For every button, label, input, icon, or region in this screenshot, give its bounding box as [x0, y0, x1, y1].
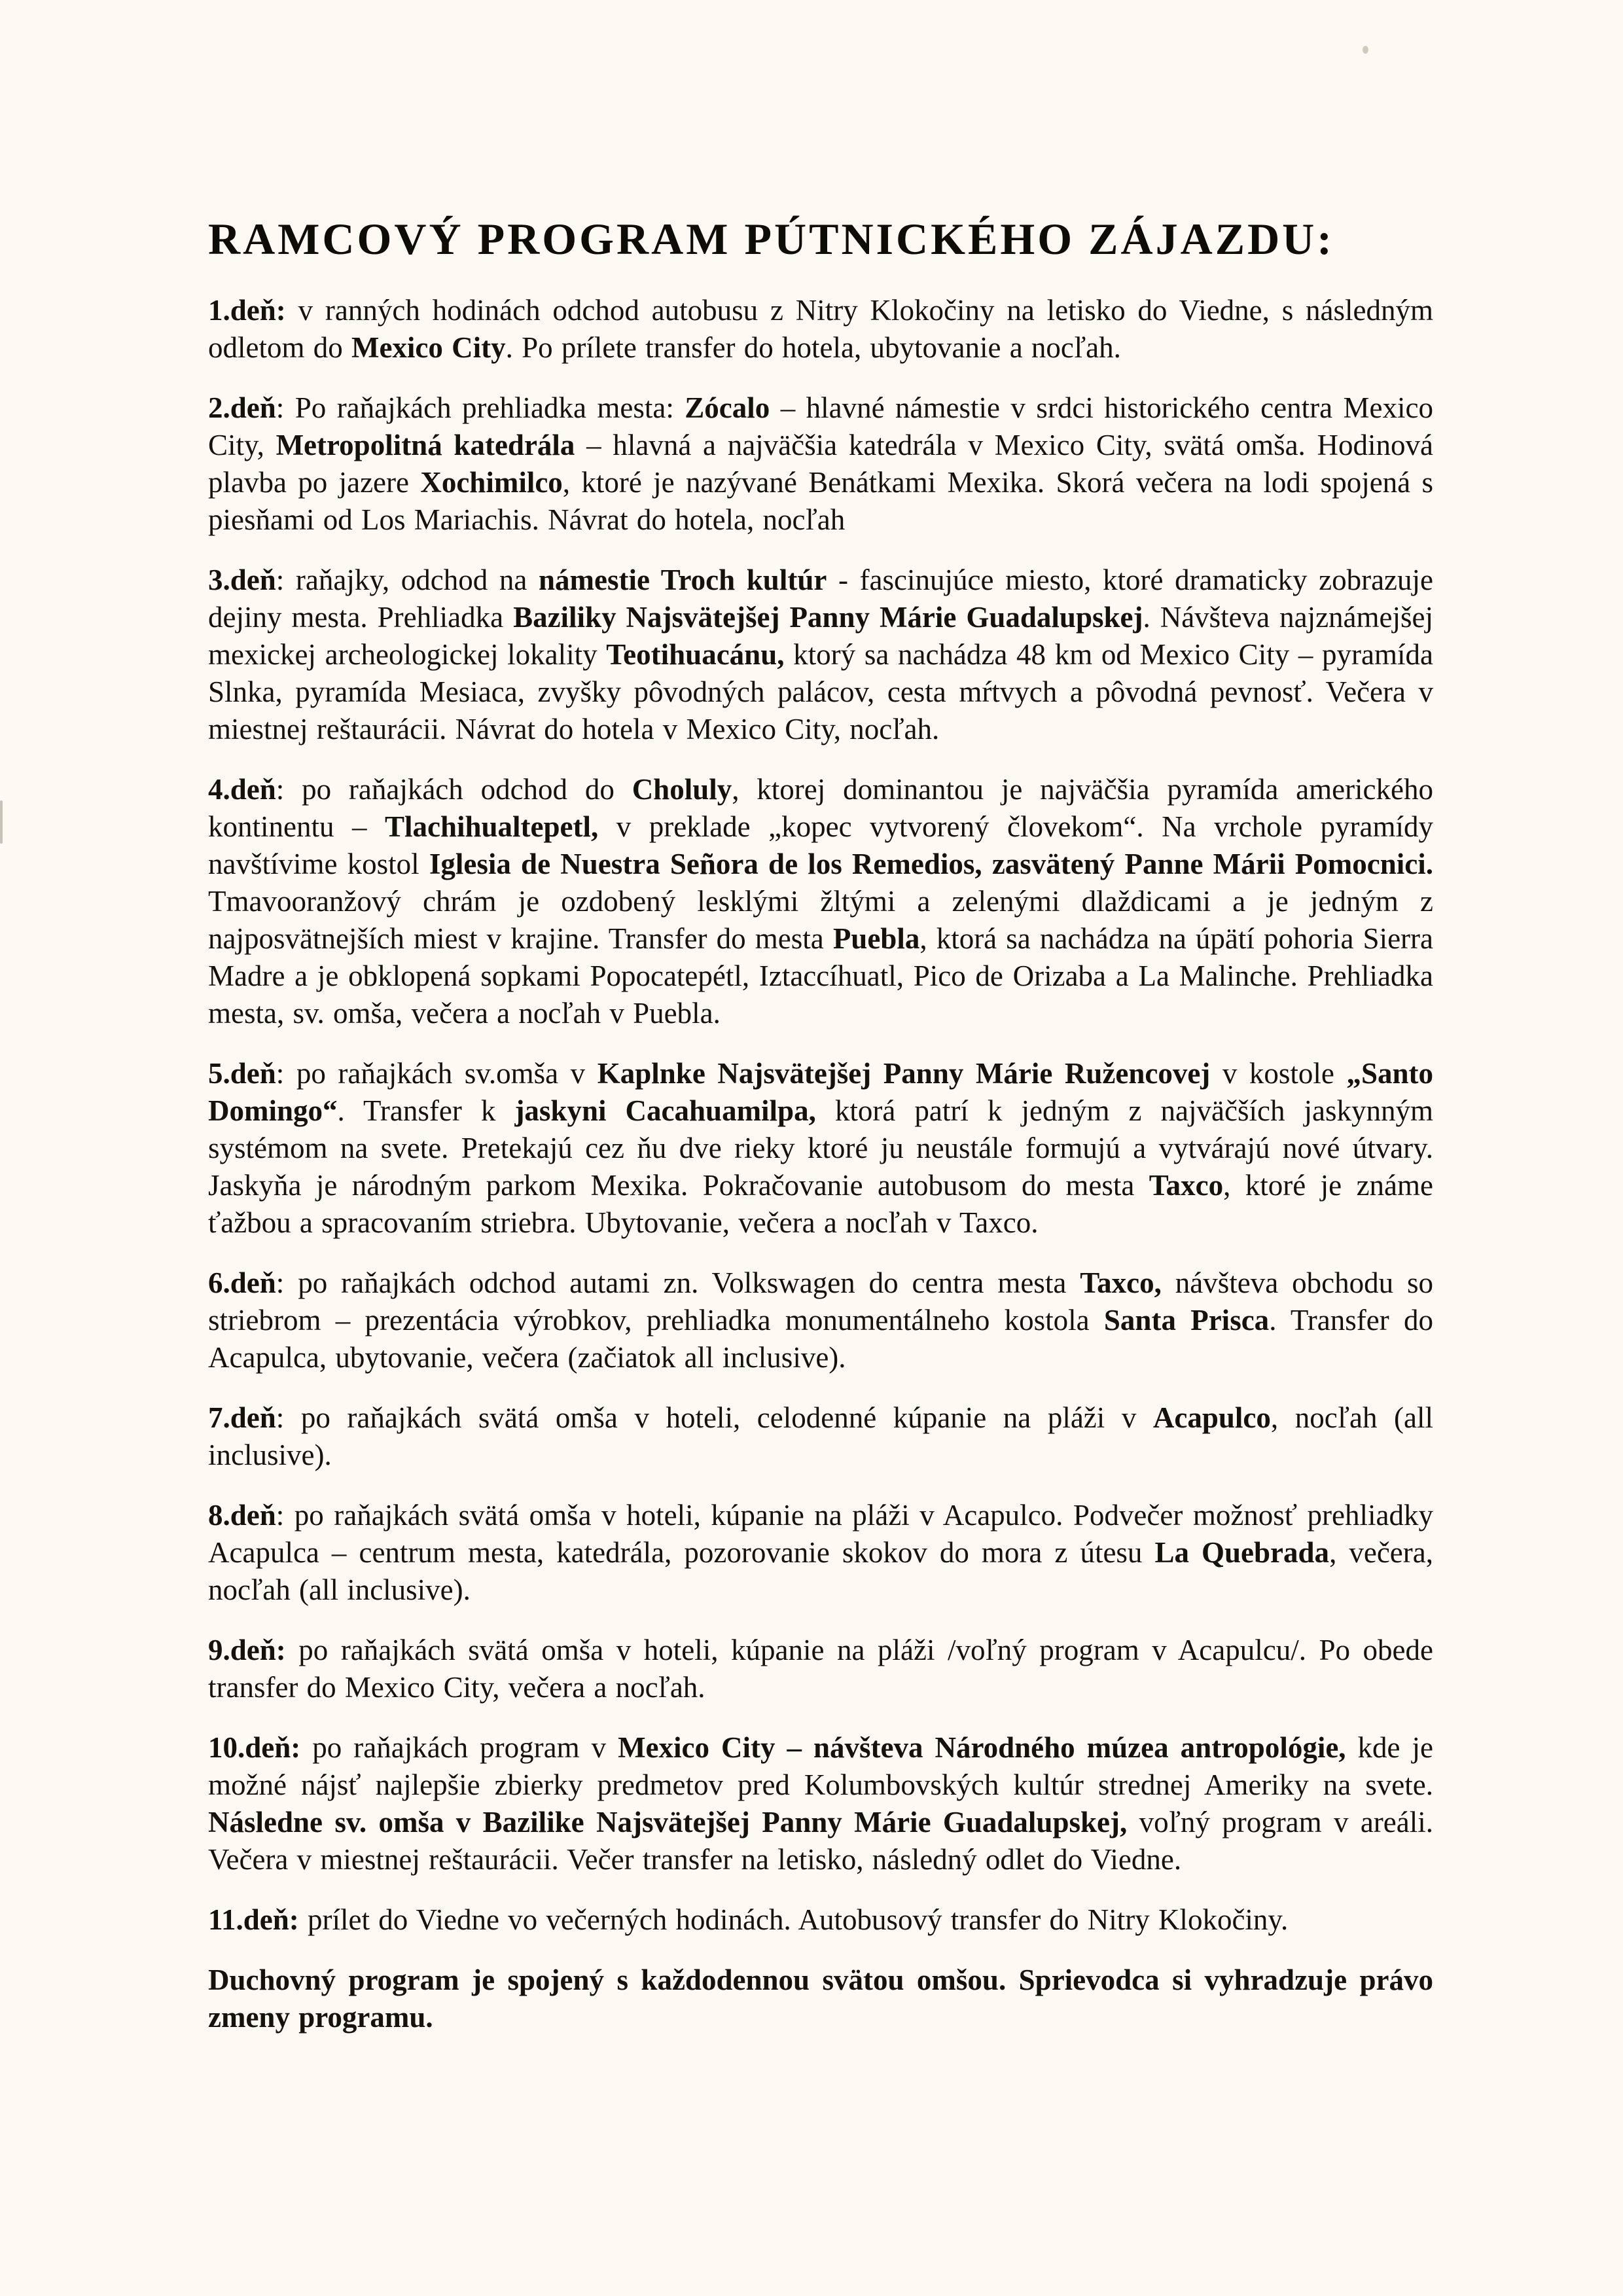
paragraph — [208, 1265, 1433, 1376]
bold-text-segment: Tlachihualtepetl, — [384, 810, 599, 843]
bold-text-segment: 9.deň: — [208, 1634, 286, 1666]
text-segment: po raňajkách program v — [300, 1731, 618, 1764]
bold-text-segment: 7.deň — [208, 1401, 276, 1434]
bold-text-segment: 5.deň — [208, 1057, 276, 1090]
bold-text-segment: Choluly — [632, 773, 732, 806]
bold-text-segment: 6.deň — [208, 1266, 276, 1299]
text-segment: . Po prílete transfer do hotela, ubytovanie a nocľah. — [505, 331, 1121, 364]
text-segment: ktorá patrí k jedným z najväčších jaskynným systémom na svete. Pretekajú cez ňu dve rieky ktoré ju neustále formujú a vytvárajú nové útvary. Jaskyňa je národným parkom Mexika. Pokračovanie autobusom do mesta — [208, 1094, 1433, 1202]
bold-text-segment: Kaplnke Najsvätejšej Panny Márie Ružencovej — [597, 1057, 1211, 1090]
bold-text-segment: Teotihuacánu, — [606, 638, 785, 671]
bold-text-segment: Zócalo — [685, 391, 770, 424]
text-segment: : Po raňajkách prehliadka mesta: — [276, 391, 685, 424]
bold-text-segment: Baziliky Najsvätejšej Panny Márie Guadalupskej — [513, 601, 1143, 634]
text-segment: voľný program v areáli. Večera v miestnej reštaurácii. Večer transfer na letisko, následný odlet do Viedne. — [208, 1806, 1433, 1876]
text-segment: – hlavná a najväčšia katedrála v Mexico City, svätá omša. Hodinová plavba po jazere — [208, 429, 1433, 499]
bold-text-segment: Mexico City – návšteva Národného múzea antropológie, — [618, 1731, 1346, 1764]
text-segment: . Transfer k — [337, 1094, 515, 1127]
scan-speck-artifact — [1363, 46, 1368, 54]
bold-text-segment: 10.deň: — [208, 1731, 301, 1764]
bold-text-segment: Duchovný program je spojený s každodennou svätou omšou. Sprievodca si vyhradzuje právo zmeny programu. — [208, 1964, 1433, 2034]
paragraph — [208, 1962, 1433, 2036]
paragraph — [208, 1399, 1433, 1474]
bold-text-segment: Následne sv. omša v Bazilike Najsvätejšej Panny Márie Guadalupskej, — [208, 1806, 1128, 1839]
bold-text-segment: Puebla — [832, 922, 920, 955]
bold-text-segment: Santa Prisca — [1103, 1304, 1270, 1336]
text-segment: – hlavné námestie v srdci historického centra Mexico City, — [208, 391, 1433, 461]
bold-text-segment: 1.deň: — [208, 294, 286, 327]
text-segment: kde je možné nájsť najlepšie zbierky predmetov pred Kolumbovských kultúr strednej Ameriky na svete. — [208, 1731, 1434, 1801]
text-segment: , večera, nocľah (all inclusive). — [208, 1536, 1433, 1606]
paragraph — [208, 771, 1433, 1032]
text-segment: . Návšteva najznámejšej mexickej archeologickej lokality — [208, 601, 1433, 671]
text-segment: : raňajky, odchod na — [276, 564, 539, 596]
paragraph — [208, 389, 1433, 539]
text-segment: . Transfer do Acapulca, ubytovanie, večera (začiatok all inclusive). — [208, 1304, 1434, 1374]
text-segment: v ranných hodinách odchod autobusu z Nitry Klokočiny na letisko do Viedne, s následným odletom do — [208, 294, 1433, 364]
bold-text-segment: Mexico City — [351, 331, 506, 364]
bold-text-segment: La Quebrada — [1154, 1536, 1330, 1569]
bold-text-segment: Taxco, — [1080, 1266, 1162, 1299]
text-segment: : po raňajkách odchod autami zn. Volkswagen do centra mesta — [276, 1266, 1080, 1299]
bold-text-segment: námestie Troch kultúr — [539, 564, 827, 596]
bold-text-segment: Taxco — [1149, 1169, 1224, 1202]
page-title: RAMCOVÝ PROGRAM PÚTNICKÉHO ZÁJAZDU: — [208, 214, 1334, 264]
scan-edge-artifact — [0, 800, 3, 844]
text-segment: , nocľah (all inclusive). — [208, 1401, 1433, 1471]
bold-text-segment: jaskyni Cacahuamilpa, — [514, 1094, 816, 1127]
text-segment: , ktoré je známe ťažbou a spracovaním striebra. Ubytovanie, večera a nocľah v Taxco. — [208, 1169, 1433, 1239]
text-segment: prílet do Viedne vo večerných hodinách. Autobusový transfer do Nitry Klokočiny. — [298, 1903, 1289, 1936]
bold-text-segment: 4.deň — [208, 773, 276, 806]
paragraph — [208, 1632, 1433, 1706]
text-segment: , ktorá sa nachádza na úpätí pohoria Sierra Madre a je obklopená sopkami Popocatepétl, Iztaccíhuatl, Pico de Orizaba a La Malinche. Prehliadka mesta, sv. omša, večera a nocľah v Puebla. — [208, 922, 1433, 1030]
paragraph — [208, 1901, 1433, 1939]
document-body — [208, 292, 1433, 2059]
text-segment: v kostole — [1210, 1057, 1347, 1090]
bold-text-segment: Metropolitná katedrála — [276, 429, 575, 461]
paragraph — [208, 292, 1433, 367]
bold-text-segment: 11.deň: — [208, 1903, 299, 1936]
text-segment: : po raňajkách svätá omša v hoteli, kúpanie na pláži v Acapulco. Podvečer možnosť prehliadky Acapulca – centrum mesta, katedrála, pozorovanie skokov do mora z útesu — [208, 1499, 1433, 1569]
text-segment: : po raňajkách sv.omša v — [276, 1057, 597, 1090]
text-segment: : po raňajkách svätá omša v hoteli, celodenné kúpanie na pláži v — [276, 1401, 1153, 1434]
text-segment: , ktoré je nazývané Benátkami Mexika. Skorá večera na lodi spojená s piesňami od Los Mariachis. Návrat do hotela, nocľah — [208, 466, 1433, 536]
paragraph — [208, 562, 1433, 748]
text-segment: návšteva obchodu so striebrom – prezentácia výrobkov, prehliadka monumentálneho kostola — [208, 1266, 1434, 1336]
bold-text-segment: Acapulco — [1152, 1401, 1271, 1434]
bold-text-segment: 3.deň — [208, 564, 276, 596]
bold-text-segment: „Santo Domingo“ — [208, 1057, 1433, 1127]
bold-text-segment: Xochimilco — [420, 466, 563, 499]
text-segment: po raňajkách svätá omša v hoteli, kúpanie na pláži /voľný program v Acapulcu/. Po obede transfer do Mexico City, večera a nocľah. — [208, 1634, 1433, 1704]
text-segment: , ktorej dominantou je najväčšia pyramída amerického kontinentu – — [208, 773, 1433, 843]
text-segment: v preklade „kopec vytvorený človekom“. Na vrchole pyramídy navštívime kostol — [208, 810, 1433, 880]
paragraph — [208, 1055, 1433, 1242]
bold-text-segment: Iglesia de Nuestra Señora de los Remedios, zasvätený Panne Márii Pomocnici. — [429, 848, 1433, 880]
bold-text-segment: 2.deň — [208, 391, 276, 424]
paragraph — [208, 1497, 1433, 1609]
text-segment: : po raňajkách odchod do — [276, 773, 632, 806]
text-segment: ktorý sa nachádza 48 km od Mexico City – pyramída Slnka, pyramída Mesiaca, zvyšky pôvodných palácov, cesta mŕtvych a pôvodná pevnosť. Večera v miestnej reštaurácii. Návrat do hotela v Mexico City, nocľah. — [208, 638, 1433, 745]
text-segment: Tmavooranžový chrám je ozdobený lesklými žltými a zelenými dlaždicami a je jedným z najposvätnejších miest v krajine. Transfer do mesta — [208, 885, 1433, 955]
paragraph — [208, 1729, 1433, 1878]
text-segment: - fascinujúce miesto, ktoré dramaticky zobrazuje dejiny mesta. Prehliadka — [208, 564, 1433, 634]
bold-text-segment: 8.deň — [208, 1499, 276, 1532]
